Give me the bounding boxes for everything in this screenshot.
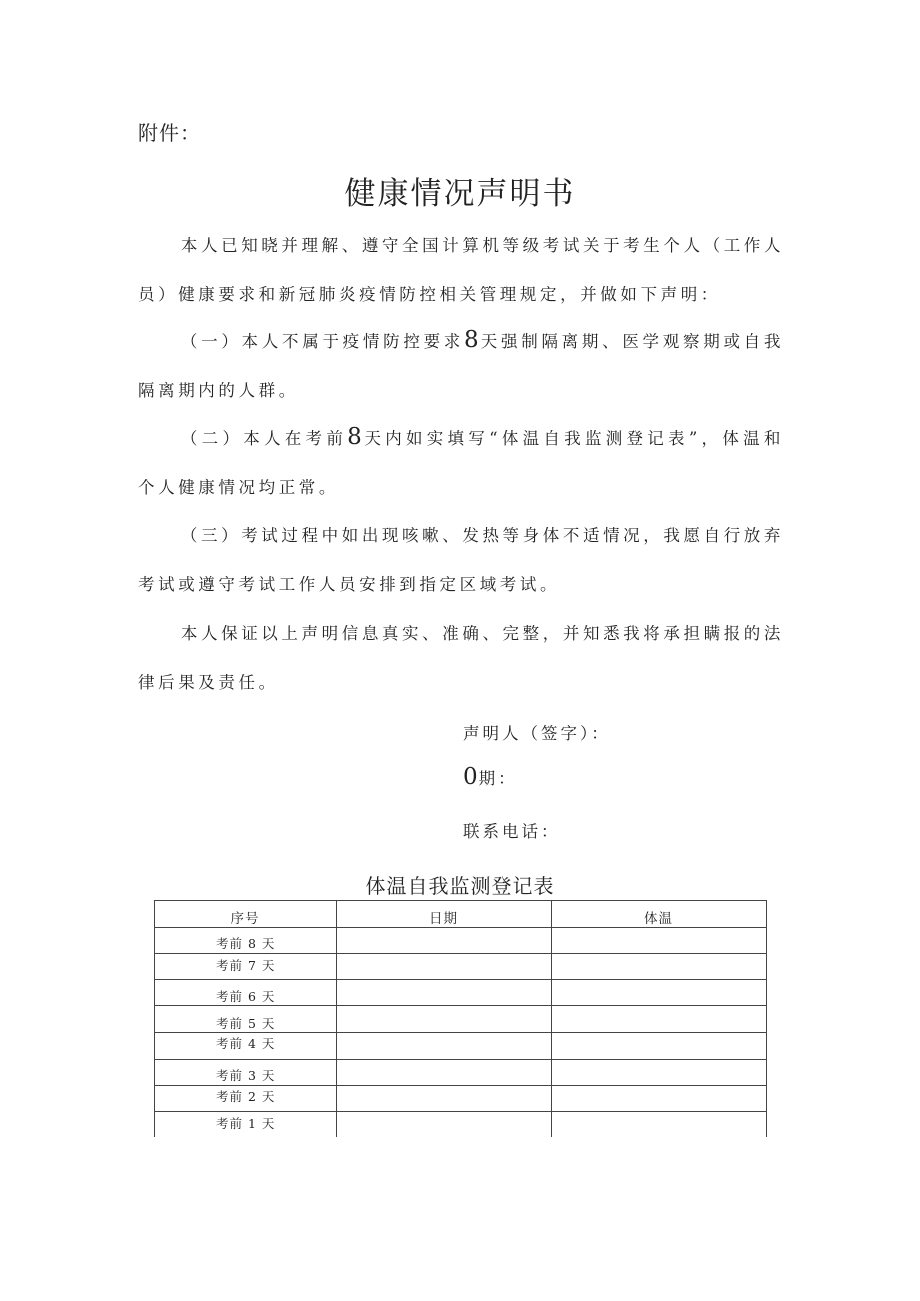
item1-text-pre: （一）本人不属于疫情防控要求 [180,332,465,351]
date-label [463,764,518,790]
temperature-table-title: 体温自我监测登记表 [365,874,555,898]
table-column-divider [551,900,552,1137]
table-row [154,1005,767,1006]
table-row [154,953,767,954]
row-label: 考前 8 天 [216,936,276,951]
date-label-prefix: 0 [463,764,479,790]
table-row [154,927,767,928]
item1-days-number: 8 [464,327,481,353]
guarantee-paragraph: 本人保证以上声明信息真实、准确、完整，并知悉我将承担瞒报的法律后果及责任。 [138,624,784,692]
table-row [154,1085,767,1086]
header-sequence: 序号 [230,911,260,927]
row-label: 考前 5 天 [216,1016,276,1031]
table-row [154,1059,767,1060]
table-row [154,1111,767,1112]
table-border-left [154,900,155,1137]
header-temperature: 体温 [644,911,673,927]
table-row [154,1032,767,1033]
item2-text-post: 天内如实填写“体温自我监测登记表”，体温和个人健康情况均正常。 [138,429,784,497]
item2-text-pre: （二）本人在考前 [180,429,348,448]
temperature-log-table [154,900,767,1137]
declarant-signature-label: 声明人（签字）： [463,724,611,743]
table-row [154,979,767,980]
attachment-label: 附件： [138,121,201,145]
phone-label: 联系电话： [463,822,561,841]
declaration-item-2 [138,413,784,512]
row-label: 考前 2 天 [216,1089,276,1104]
item1-text-post: 天强制隔离期、医学观察期或自我隔离期内的人群。 [138,332,784,400]
row-label: 考前 3 天 [216,1068,276,1083]
header-date: 日期 [429,911,458,927]
table-column-divider [336,900,337,1137]
declaration-item-1 [138,316,784,415]
table-border-right [766,900,767,1137]
declaration-item-3: （三）考试过程中如出现咳嗽、发热等身体不适情况，我愿自行放弃考试或遵守考试工作人员安排到指定区域考试。 [138,526,784,594]
row-label: 考前 6 天 [216,989,276,1004]
document-title: 健康情况声明书 [344,176,576,212]
item2-days-number: 8 [347,424,364,450]
date-label-suffix: 期： [478,769,518,788]
row-label: 考前 7 天 [216,958,276,973]
row-label: 考前 1 天 [216,1116,276,1131]
intro-paragraph: 本人已知晓并理解、遵守全国计算机等级考试关于考生个人（工作人员）健康要求和新冠肺炎疫情防控相关管理规定，并做如下声明： [138,236,784,304]
row-label: 考前 4 天 [216,1036,276,1051]
table-header-row [154,900,767,901]
